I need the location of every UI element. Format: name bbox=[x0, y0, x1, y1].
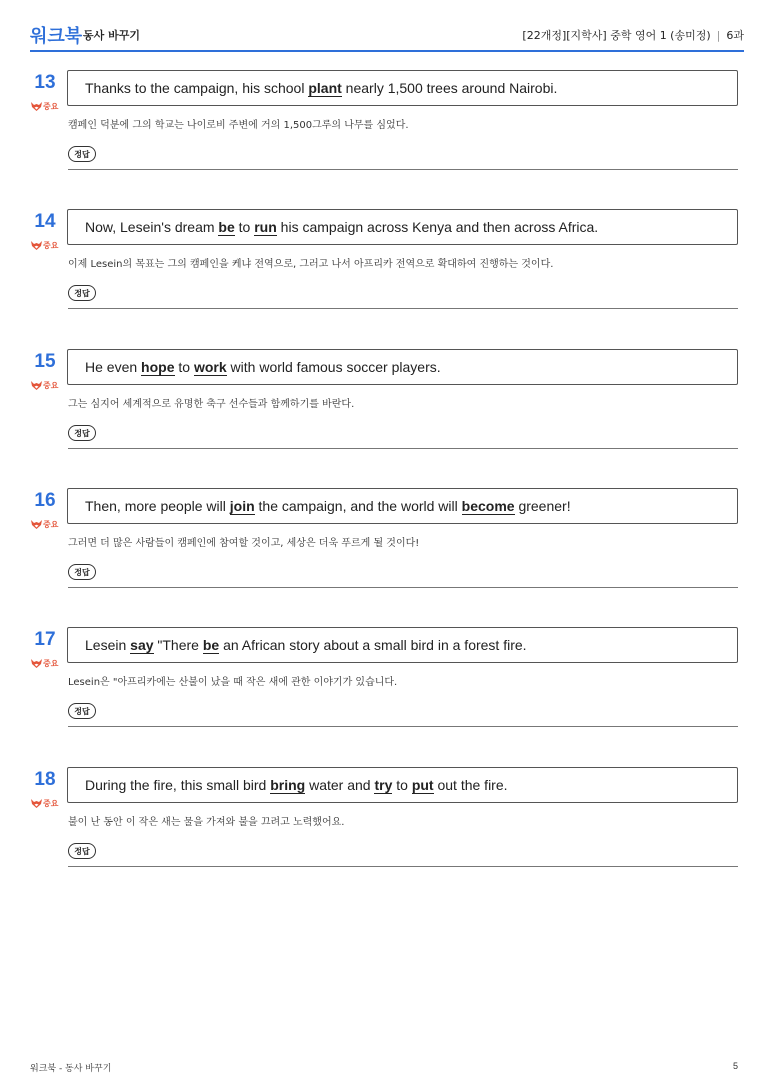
sentence-text: Lesein bbox=[85, 637, 131, 653]
sentence-text: with world famous soccer players. bbox=[226, 359, 441, 375]
target-verb: hope bbox=[141, 359, 175, 375]
sentence-text: his campaign across Kenya and then across Africa. bbox=[276, 219, 599, 235]
brand-title: 워크북 bbox=[30, 26, 83, 47]
sentence-text: water and bbox=[305, 777, 375, 793]
question-sentence bbox=[85, 637, 527, 653]
fox-icon bbox=[30, 657, 43, 670]
important-label: 중요 bbox=[43, 799, 59, 808]
answer-line bbox=[68, 587, 738, 588]
question-number: 17 bbox=[34, 629, 56, 650]
fox-icon bbox=[30, 379, 43, 392]
question-item bbox=[30, 488, 738, 598]
question-sentence bbox=[85, 498, 571, 514]
question-item bbox=[30, 209, 738, 319]
target-verb: join bbox=[229, 498, 255, 514]
answer-button[interactable]: 정답 bbox=[68, 703, 96, 719]
target-verb: become bbox=[461, 498, 515, 514]
question-item bbox=[30, 70, 738, 180]
fox-icon bbox=[30, 518, 43, 531]
question-number: 18 bbox=[34, 769, 56, 790]
page-number: 5 bbox=[732, 1061, 738, 1071]
sentence-text: the campaign, and the world will bbox=[254, 498, 462, 514]
sentence-text: to bbox=[234, 219, 255, 235]
answer-line bbox=[68, 866, 738, 867]
important-badge bbox=[30, 100, 60, 114]
divider: | bbox=[716, 29, 721, 42]
important-label: 중요 bbox=[43, 241, 59, 250]
target-verb: be bbox=[202, 637, 220, 653]
question-sentence bbox=[85, 359, 441, 375]
target-verb: plant bbox=[308, 80, 342, 96]
sentence-text: an African story about a small bird in a forest fire. bbox=[219, 637, 527, 653]
fox-icon bbox=[30, 100, 43, 113]
answer-button[interactable]: 정답 bbox=[68, 285, 96, 301]
answer-button[interactable]: 정답 bbox=[68, 564, 96, 580]
sentence-text: During the fire, this small bird bbox=[85, 777, 271, 793]
question-sentence bbox=[85, 80, 557, 96]
target-verb: say bbox=[130, 637, 154, 653]
sentence-box bbox=[67, 627, 738, 663]
target-verb: run bbox=[254, 219, 277, 235]
answer-button[interactable]: 정답 bbox=[68, 843, 96, 859]
question-sentence bbox=[85, 219, 598, 235]
korean-translation: 캠페인 덕분에 그의 학교는 나이로비 주변에 거의 1,500그루의 나무를 심었다. bbox=[68, 120, 409, 131]
sentence-box bbox=[67, 209, 738, 245]
target-verb: bring bbox=[270, 777, 306, 793]
book-title: [22개정][지학사] 중학 영어 1 (송미정) bbox=[522, 29, 711, 42]
target-verb: work bbox=[193, 359, 227, 375]
sentence-text: out the fire. bbox=[433, 777, 508, 793]
important-label: 중요 bbox=[43, 520, 59, 529]
question-sentence bbox=[85, 777, 508, 793]
question-number: 13 bbox=[34, 72, 56, 93]
fox-icon bbox=[30, 239, 43, 252]
answer-button[interactable]: 정답 bbox=[68, 425, 96, 441]
question-number: 16 bbox=[34, 490, 56, 511]
target-verb: put bbox=[411, 777, 434, 793]
answer-button[interactable]: 정답 bbox=[68, 146, 96, 162]
korean-translation: 불이 난 동안 이 작은 새는 물을 가져와 불을 끄려고 노력했어요. bbox=[68, 817, 345, 828]
lesson-label: 6과 bbox=[726, 29, 744, 42]
important-label: 중요 bbox=[43, 381, 59, 390]
question-number: 15 bbox=[34, 351, 56, 372]
sentence-box bbox=[67, 488, 738, 524]
sentence-text: He even bbox=[85, 359, 142, 375]
important-badge bbox=[30, 239, 60, 253]
korean-translation: 그러면 더 많은 사람들이 캠페인에 참여할 것이고, 세상은 더욱 푸르게 될 것이다! bbox=[68, 538, 420, 549]
book-info bbox=[522, 27, 744, 43]
question-item bbox=[30, 767, 738, 877]
important-badge bbox=[30, 379, 60, 393]
page-header bbox=[30, 0, 744, 52]
target-verb: be bbox=[218, 219, 235, 235]
sentence-text: "There bbox=[153, 637, 203, 653]
answer-line bbox=[68, 726, 738, 727]
answer-line bbox=[68, 308, 738, 309]
sentence-text: to bbox=[392, 777, 412, 793]
sentence-text: Now, Lesein's dream bbox=[85, 219, 219, 235]
important-badge bbox=[30, 657, 60, 671]
sentence-text: Thanks to the campaign, his school bbox=[85, 80, 309, 96]
workbook-subtitle: 동사 바꾸기 bbox=[83, 29, 140, 42]
sentence-box bbox=[67, 70, 738, 106]
answer-line bbox=[68, 169, 738, 170]
korean-translation: 그는 심지어 세계적으로 유명한 축구 선수들과 함께하기를 바란다. bbox=[68, 399, 355, 410]
korean-translation: Lesein은 "아프리카에는 산불이 났을 때 작은 새에 관한 이야기가 있습니다. bbox=[68, 677, 398, 688]
korean-translation: 이제 Lesein의 목표는 그의 캠페인을 케냐 전역으로, 그러고 나서 아프리카 전역으로 확대하여 진행하는 것이다. bbox=[68, 259, 554, 270]
important-badge bbox=[30, 518, 60, 532]
sentence-text: to bbox=[174, 359, 194, 375]
target-verb: try bbox=[374, 777, 393, 793]
sentence-box bbox=[67, 349, 738, 385]
important-label: 중요 bbox=[43, 102, 59, 111]
sentence-text: Then, more people will bbox=[85, 498, 230, 514]
question-item bbox=[30, 349, 738, 459]
sentence-text: greener! bbox=[514, 498, 571, 514]
question-item bbox=[30, 627, 738, 737]
fox-icon bbox=[30, 797, 43, 810]
sentence-text: nearly 1,500 trees around Nairobi. bbox=[341, 80, 558, 96]
answer-line bbox=[68, 448, 738, 449]
important-badge bbox=[30, 797, 60, 811]
question-number: 14 bbox=[34, 211, 56, 232]
footer-title: 워크북 - 동사 바꾸기 bbox=[30, 1064, 112, 1074]
important-label: 중요 bbox=[43, 659, 59, 668]
sentence-box bbox=[67, 767, 738, 803]
